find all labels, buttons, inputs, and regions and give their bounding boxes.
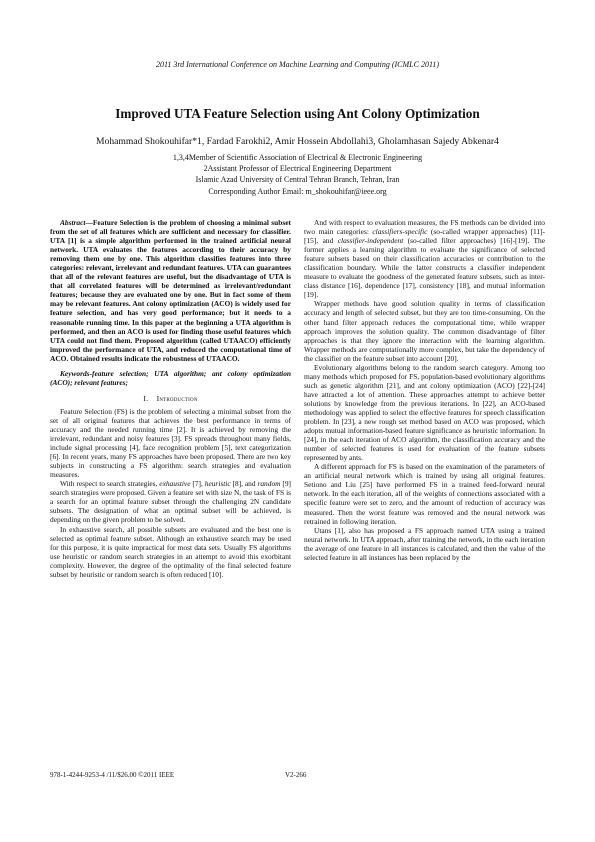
keywords-text: feature selection; UTA algorithm; ant colony optimization (ACO); relevant features;: [50, 368, 291, 387]
abstract-text: —Feature Selection is the problem of choosing a minimal subset from the set of all features which are sufficient and necessary for classifier. UTA [1] is a simple algorithm performed in the trained artificial neural network. UTA evaluates the features according to their accuracy by removing them one by one. This algorithm classifies features into three categories: relevant, irrelevant and redundant features. UTA can guarantees that all of the relevant features are useful, but the disadvantage of UTA is that all correlated features will be determined as irrelevant/redundant features; because they are evaluated one by one. But in fact some of them may be relevant features. Ant colony optimization (ACO) is widely used for feature selection, and has very good performance; but it needs to a reasonable running time. In this paper at the beginning a UTA algorithm is performed, and then an ACO is used for finding those useful features which UTA could not find them. Proposed algorithm (called UTAACO) efficiently improved the performance of UTA, and reduced the computational time of ACO. Obtained results indicate the robustness of UTAACO.: [50, 218, 291, 363]
text-run: (so-called wrapper approaches) [11]-[15], and: [304, 227, 545, 246]
affiliations: [0, 152, 595, 197]
text-run: random: [257, 479, 281, 489]
text-run: (so-called filter approaches) [16]-[19]. The former applies a learning algorithm to evaluate the significance of selected feature subsets based on their classification accuracies or contribution to the classification boundary. While the latter constructs a classifier independent measure to evaluate the goodness of the generated feature subsets, such as inter-class distance [16], dependence [17], consistency [18], and mutual information [19].: [304, 236, 545, 300]
evaluation-paragraph: [304, 218, 545, 299]
section-number: I.: [143, 393, 149, 403]
wrapper-paragraph: Wrapper methods have good solution quality in terms of classification accuracy and length of selected subset, but they are too time-consuming. On the other hand filter approach reduces the computational time, while wrapper approach improves the solution quality. The common disadvantage of filter approaches is that they ignore the interaction with the learning algorithm. Wrapper methods are computationally more complex, but take the dependency of the classifier on the feature subset into account [20].: [304, 299, 545, 363]
text-run: [8], and: [230, 479, 258, 489]
paper-title: Improved UTA Feature Selection using Ant Colony Optimization: [115, 106, 480, 121]
text-run: And with respect to evaluation measures, the FS methods can be divided into two main categories:: [304, 218, 545, 237]
text-run: classifier-independent: [337, 236, 404, 246]
right-column: [304, 218, 545, 562]
neural-network-paragraph: A different approach for FS is based on the examination of the parameters of an artificial neural network which is trained by using all original features. Setiono and Liu [25] have performed FS in a trained feed-forward neural network. In the each iteration, all of the weights of connections associated with a specific feature were set to zero, and the amount of reduction of accuracy was measured. Then the worst feature was removed and the neural network was retrained in following iteration.: [304, 462, 545, 526]
intro-paragraph-3: In exhaustive search, all possible subsets are evaluated and the best one is selected as optimal feature subset. Although an exhaustive search may be used for this purpose, it is quite impractical for most data sets. Usually FS algorithms use heuristic or random search strategies in an attempt to avoid this exorbitant complexity. However, the degree of the optimality of the final selected feature subset by heuristic or random search is often reduced [10].: [50, 524, 291, 579]
section-title: Introduction: [156, 393, 198, 403]
text-run: exhaustive: [159, 479, 191, 489]
keywords: [50, 369, 291, 387]
author-list: Mohammad Shokouhifar*1, Fardad Farokhi2, Amir Hossein Abdollahi3, Gholamhasan Sajedy Abkenar4: [96, 136, 499, 147]
affiliation-line: 2Assistant Professor of Electrical Engineering Department: [203, 164, 392, 174]
footer-page-number: V2-266: [285, 771, 307, 779]
abstract-label: Abstract: [60, 218, 86, 227]
keywords-label: Keywords-: [60, 368, 93, 378]
uta-paragraph: Utans [1], also has proposed a FS approach named UTA using a trained neural network. In UTA approach, after training the network, in the each iteration the average of one feature in all instances is calculated, and then the value of the selected feature in all instances has been replaced by the: [304, 525, 545, 562]
text-run: [9] search strategies were proposed. Given a feature set with size N, the task of FS is a search for an optimal feature subset through the challenging 2N candidate subsets. The designation of what an optimal subset will be achieved, is depending on the given problem to be solved.: [50, 479, 292, 525]
conference-header: 2011 3rd International Conference on Machine Learning and Computing (ICMLC 2011): [155, 60, 440, 69]
corresponding-email: Corresponding Author Email: m_shokouhifar@ieee.org: [208, 186, 387, 196]
evolutionary-paragraph: Evolutionary algorithms belong to the random search category. Among too many methods which proposed for FS, population-based evolutionary algorithms such as genetic algorithm [21], and ant colony optimization (ACO) [22]-[24] have attracted a lot of attention. These approaches attempt to achieve better solutions by knowledge from the previous iterations. In [22], an ACO-based methodology was applied to select the effective features for speech classification problem. In [23], a new rough set method based on ACO was proposed, which adopts mutual information-based feature significance as heuristic information. In [24], in the each iteration of ACO algorithm, the classification accuracy and the number of selected features is used for evaluation of the feature subsets represented by ants.: [304, 362, 545, 463]
left-column: [50, 218, 291, 579]
text-run: classifiers-specific: [372, 227, 428, 237]
text-run: heuristic: [204, 479, 231, 489]
footer-isbn: 978-1-4244-9253-4 /11/$26.00 ©2011 IEEE: [50, 771, 175, 779]
text-run: [7],: [190, 479, 205, 489]
affiliation-line: 1,3,4Member of Scientific Association of Electrical & Electronic Engineering: [172, 153, 423, 162]
section-heading: [50, 394, 291, 403]
affiliation-line: Islamic Azad University of Central Tehran Branch, Tehran, Iran: [195, 175, 400, 185]
intro-paragraph-1: Feature Selection (FS) is the problem of selecting a minimal subset from the set of all original features that achieves the best performance in terms of accuracy and the needed running time [2]. It is achieved by removing the irrelevant, redundant and noisy features [3]. FS spreads throughout many fields, include signal processing [4], face recognition problem [5], text categorization [6]. In recent years, many FS approaches have been proposed. There are two key subjects in constructing a FS algorithm: search strategies and evaluation measures.: [50, 406, 291, 480]
text-run: With respect to search strategies,: [60, 479, 160, 489]
intro-paragraph-2: [50, 479, 291, 524]
abstract: [50, 218, 291, 363]
